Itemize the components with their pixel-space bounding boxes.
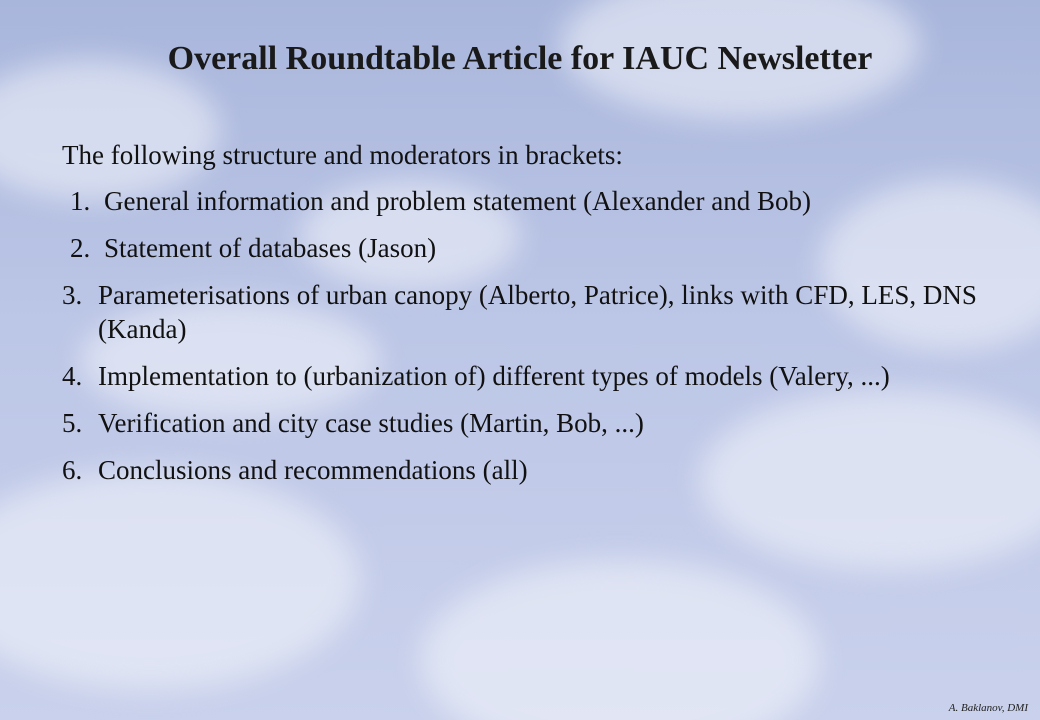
structure-list (62, 184, 1022, 487)
list-item-text: Implementation to (urbanization of) different types of models (Valery, ...) (98, 361, 890, 391)
list-item-text: Conclusions and recommendations (all) (98, 455, 528, 485)
list-item (62, 231, 1022, 265)
list-item-text: General information and problem statement (Alexander and Bob) (104, 186, 812, 216)
list-item-number: 3. (62, 280, 83, 310)
list-item (62, 406, 1022, 440)
list-item (62, 359, 1022, 393)
list-item-number: 1. (70, 186, 91, 216)
list-item-number: 4. (62, 361, 83, 391)
list-item-text: Parameterisations of urban canopy (Alberto, Patrice), links with CFD, LES, DNS (Kanda) (98, 280, 977, 344)
slide-content (62, 138, 1022, 500)
list-item-number: 5. (62, 408, 83, 438)
author-footer: A. Baklanov, DMI (948, 702, 1028, 714)
slide-title: Overall Roundtable Article for IAUC Newsletter (167, 40, 873, 77)
intro-text: The following structure and moderators in brackets: (62, 140, 623, 170)
list-item-number: 6. (62, 455, 83, 485)
list-item (62, 278, 1022, 346)
list-item-text: Statement of databases (Jason) (104, 233, 437, 263)
list-item-number: 2. (70, 233, 91, 263)
list-item (62, 184, 1022, 218)
list-item (62, 453, 1022, 487)
list-item-text: Verification and city case studies (Martin, Bob, ...) (98, 408, 644, 438)
